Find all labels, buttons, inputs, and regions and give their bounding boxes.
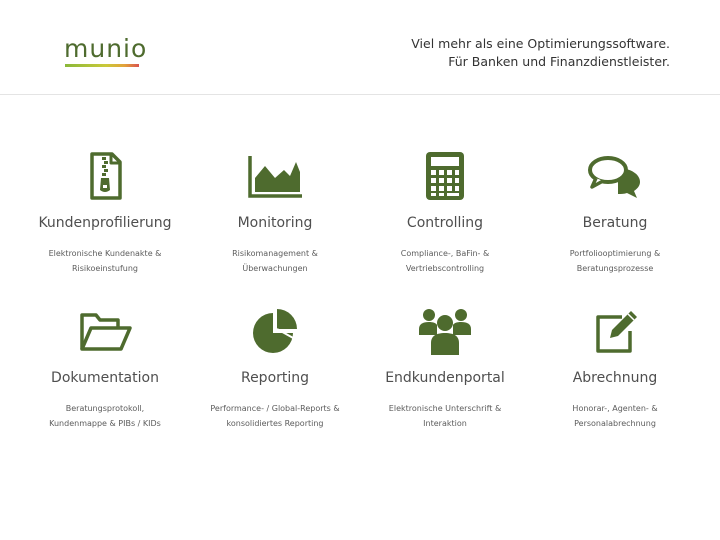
- feature-description-line: Portfoliooptimierung &: [569, 249, 661, 258]
- feature-description-line: Interaktion: [423, 419, 467, 428]
- feature-description: [190, 246, 360, 276]
- calculator-icon: [414, 150, 476, 202]
- feature-description: [530, 401, 700, 431]
- feature-description: [20, 246, 190, 276]
- feature-kundenprofilierung[interactable]: [20, 150, 190, 276]
- logo-underline: [65, 64, 139, 67]
- feature-description-line: Performance- / Global-Reports &: [210, 404, 340, 413]
- tagline-line-1: Viel mehr als eine Optimierungssoftware.: [411, 36, 670, 51]
- feature-description: [20, 401, 190, 431]
- feature-description-line: Risikoeinstufung: [71, 264, 139, 273]
- feature-description-line: Vertriebscontrolling: [405, 264, 485, 273]
- feature-title: Abrechnung: [572, 370, 658, 386]
- feature-description-line: Kundenmappe & PIBs / KIDs: [49, 419, 161, 428]
- feature-description-line: Elektronische Unterschrift &: [388, 404, 502, 413]
- feature-title: Reporting: [240, 370, 310, 386]
- folder-open-icon: [74, 305, 136, 357]
- feature-monitoring[interactable]: [190, 150, 360, 276]
- feature-title: Controlling: [406, 215, 484, 231]
- header: [0, 0, 720, 95]
- feature-abrechnung[interactable]: [530, 305, 700, 431]
- munio-logo[interactable]: [64, 34, 148, 68]
- feature-description-line: Compliance-, BaFin- &: [400, 249, 490, 258]
- feature-description-line: konsolidiertes Reporting: [226, 419, 324, 428]
- edit-icon: [584, 305, 646, 357]
- feature-title: Dokumentation: [51, 370, 159, 386]
- feature-description-line: Personalabrechnung: [574, 419, 656, 428]
- feature-dokumentation[interactable]: [20, 305, 190, 431]
- feature-description-line: Honorar-, Agenten- &: [572, 404, 658, 413]
- area-chart-icon: [244, 150, 306, 202]
- logo-text: munio: [64, 34, 148, 63]
- feature-description: [530, 246, 700, 276]
- feature-controlling[interactable]: [360, 150, 530, 276]
- feature-reporting[interactable]: [190, 305, 360, 431]
- feature-description-line: Beratungsprozesse: [576, 264, 654, 273]
- feature-description: [360, 246, 530, 276]
- tagline: [330, 35, 670, 71]
- feature-title: Beratung: [582, 215, 648, 231]
- feature-description: [190, 401, 360, 431]
- feature-description: [360, 401, 530, 431]
- zipper-document-icon: [74, 150, 136, 202]
- tagline-line-2: Für Banken und Finanzdienstleister.: [448, 54, 670, 69]
- feature-endkundenportal[interactable]: [360, 305, 530, 431]
- feature-beratung[interactable]: [530, 150, 700, 276]
- feature-title: Kundenprofilierung: [38, 215, 172, 231]
- feature-description-line: Elektronische Kundenakte &: [48, 249, 162, 258]
- feature-description-line: Beratungsprotokoll,: [65, 404, 145, 413]
- pie-chart-icon: [244, 305, 306, 357]
- feature-title: Monitoring: [237, 215, 313, 231]
- feature-title: Endkundenportal: [385, 370, 505, 386]
- users-group-icon: [414, 305, 476, 357]
- chat-bubbles-icon: [584, 150, 646, 202]
- feature-description-line: Überwachungen: [242, 264, 308, 273]
- feature-description-line: Risikomanagement &: [232, 249, 318, 258]
